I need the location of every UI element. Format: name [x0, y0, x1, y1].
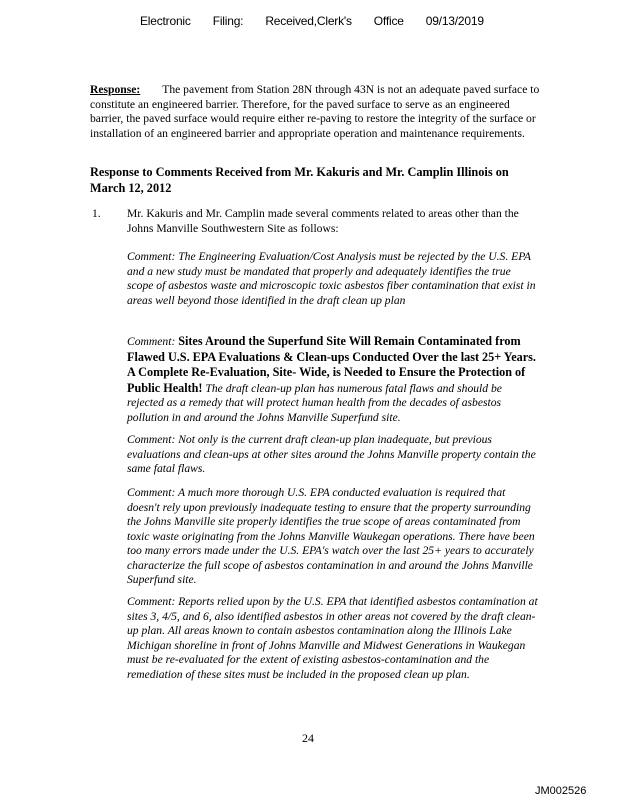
section-heading: Response to Comments Received from Mr. Kakuris and Mr. Camplin Illinois on March 12, 2012 — [90, 165, 509, 195]
page-number: 24 — [302, 731, 314, 745]
bates-number: JM002526 — [535, 785, 587, 797]
header-word: Electronic — [140, 14, 191, 28]
comment-3: Comment: Not only is the current draft clean-up plan inadequate, but previous evaluations and clean-ups at other sites around the Johns Manville property contain the same fatal flaws. — [127, 433, 536, 475]
item-number: 1. — [92, 207, 101, 220]
comment-4: Comment: A much more thorough U.S. EPA conducted evaluation is required that doesn't rely upon previously inadequate testing to ensure that the property surrounding the Johns Manville site properly identifies the true scope of areas contaminated from toxic waste originating from the Johns Manville Waukegan operations. There have been too many errors made under the U.S. EPA's watch over the last 25+ years to accurately characterize the full scope of asbestos contamination in and around the Johns Manville Superfund site. — [127, 486, 535, 586]
header-word: Filing: — [212, 14, 244, 28]
electronic-filing-header — [140, 14, 484, 29]
response-paragraph — [90, 83, 542, 141]
header-word: Received,Clerk's — [265, 14, 352, 28]
header-date: 09/13/2019 — [425, 14, 484, 28]
comment-1: Comment: The Engineering Evaluation/Cost Analysis must be rejected by the U.S. EPA and a new study must be mandated that properly and adequately identifies the true scope of asbestos waste and microscopic toxic asbestos fiber contamination that exist in areas well beyond those identified in the draft clean up plan — [127, 250, 536, 307]
comment-bold-heading: Sites Around the Superfund Site Will Remain Contaminated from Flawed U.S. EPA Evaluations & Clean-ups Conducted Over the last 25+ Years. A Complete Re-Evaluation, Site- Wide, is Needed to Ensure the Protection of Public Health! — [127, 334, 536, 395]
item-text: Mr. Kakuris and Mr. Camplin made several comments related to areas other than the Johns Manville Southwestern Site as follows: — [127, 207, 519, 235]
comment-5: Comment: Reports relied upon by the U.S. EPA that identified asbestos contamination at sites 3, 4/5, and 6, also identified asbestos in other areas not covered by the draft clean-up plan. All areas known to contain asbestos contamination along the Illinois Lake Michigan shoreline in front of Johns Manville and Midwest Generations in Waukegan must be re-evaluated for the extent of existing asbestos-contamination and the remediation of these sites must be included in the proposed clean up plan. — [127, 595, 538, 681]
response-text: The pavement from Station 28N through 43N is not an adequate paved surface to constitute an engineered barrier. Therefore, for the paved surface to serve as an engineered barrier, the paved surface would require either re-paving to restore the integrity of the surface or installation of an engineered barrier and appropriate operation and maintenance requirements. — [90, 83, 540, 140]
comment-lead: Comment: — [127, 335, 179, 348]
comment-tail: The draft clean-up plan has numerous fatal flaws and should be rejected as a remedy that will protect human health from the decades of asbestos pollution in and around the Johns Manville Superfund site. — [127, 381, 502, 424]
response-label: Response: — [90, 83, 141, 96]
comment-2 — [127, 334, 539, 425]
header-word: Office — [373, 14, 404, 28]
